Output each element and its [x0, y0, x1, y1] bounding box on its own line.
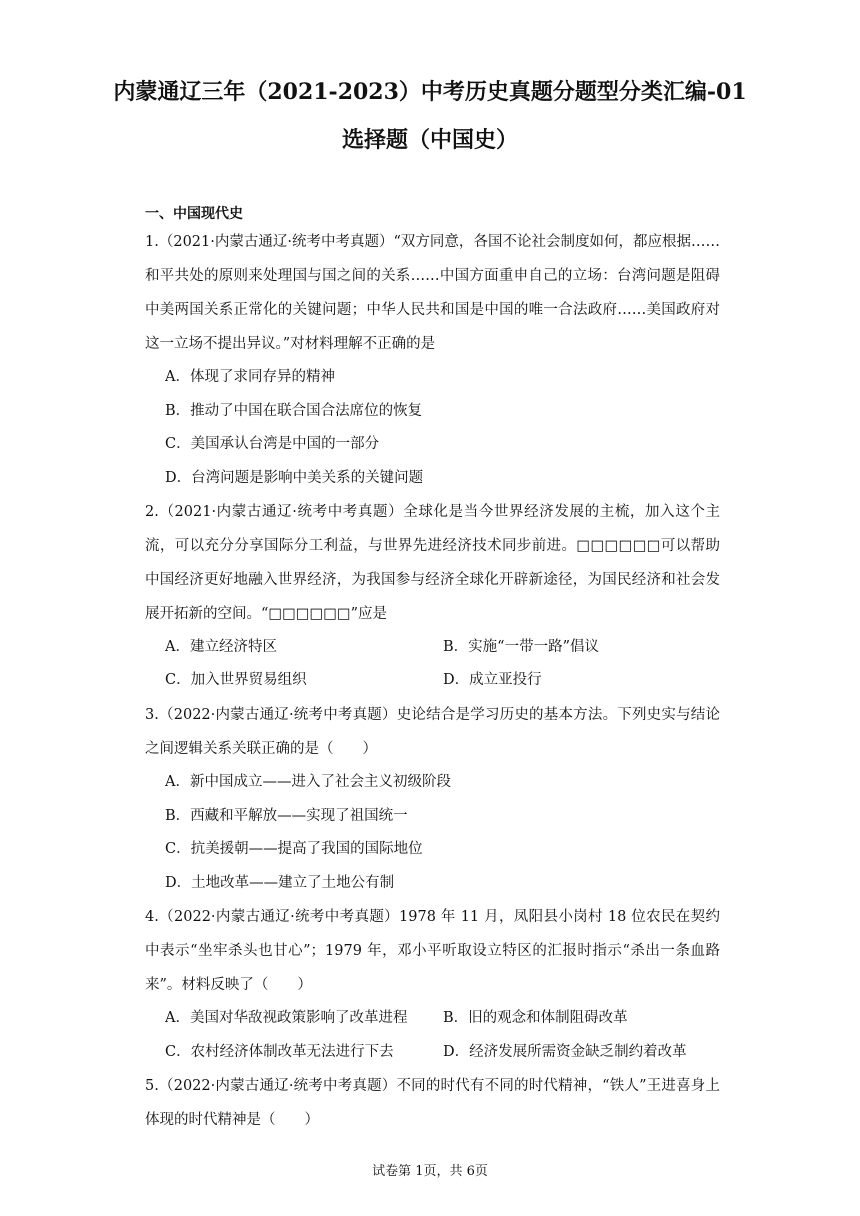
q2-option-d: D．成立亚投行: [443, 672, 542, 688]
q4-option-c: C．农村经济体制改革无法进行下去: [165, 1044, 394, 1060]
question-3: 3.（2022·内蒙古通辽·统考中考真题）史论结合是学习历史的基本方法。下列史实与结论之间逻辑关系关联正确的是（ ）: [145, 707, 720, 757]
q4-option-b: B．旧的观念和体制阻碍改革: [443, 1010, 628, 1026]
q1-option-a: A．体现了求同存异的精神: [165, 369, 335, 385]
document-title: [60, 68, 800, 164]
q1-option-c: C．美国承认台湾是中国的一部分: [165, 436, 380, 452]
title-line-1: 内蒙通辽三年（2021-2023）中考历史真题分题型分类汇编-01: [113, 79, 747, 105]
q4-option-a: A．美国对华敌视政策影响了改革进程: [165, 1010, 408, 1026]
q1-option-d: D．台湾问题是影响中美关系的关键问题: [165, 470, 424, 486]
page-footer: 试卷第 1页，共 6页: [372, 1164, 488, 1179]
q3-option-d: D．土地改革——建立了土地公有制: [165, 875, 395, 891]
question-4: 4.（2022·内蒙古通辽·统考中考真题）1978 年 11 月，凤阳县小岗村 18 位农民在契约中表示“坐牢杀头也甘心”；1979 年，邓小平听取设立特区的汇报时指示“杀出一条血路来”。材料反映了（ ）: [145, 909, 720, 993]
q4-option-d: D．经济发展所需资金缺乏制约着改革: [443, 1044, 687, 1060]
q3-option-c: C．抗美援朝——提高了我国的国际地位: [165, 841, 423, 857]
q3-option-a: A．新中国成立——进入了社会主义初级阶段: [165, 774, 451, 790]
q2-option-c: C．加入世界贸易组织: [165, 672, 307, 688]
q2-option-a: A．建立经济特区: [165, 639, 277, 655]
section-heading: 一、中国现代史: [145, 206, 243, 222]
q2-option-b: B．实施“一带一路”倡议: [443, 639, 599, 655]
question-1: 1.（2021·内蒙古通辽·统考中考真题）“双方同意，各国不论社会制度如何，都应根据……和平共处的原则来处理国与国之间的关系……中国方面重申自己的立场：台湾问题是阻碍中美两国关系正常化的关键问题；中华人民共和国是中国的唯一合法政府……美国政府对这一立场不提出异议。”对材料理解不正确的是: [145, 234, 720, 352]
q3-option-b: B．西藏和平解放——实现了祖国统一: [165, 808, 408, 824]
question-5: 5.（2022·内蒙古通辽·统考中考真题）不同的时代有不同的时代精神，“铁人”王进喜身上体现的时代精神是（ ）: [145, 1078, 720, 1128]
question-2: 2.（2021·内蒙古通辽·统考中考真题）全球化是当今世界经济发展的主梳，加入这个主流，可以充分分享国际分工利益，与世界先进经济技术同步前进。□□□□□□可以帮助中国经济更好地融入世界经济，为我国参与经济全球化开辟新途径，为国民经济和社会发展开拓新的空间。“□□□□□□”应是: [145, 504, 720, 622]
q1-option-b: B．推动了中国在联合国合法席位的恢复: [165, 403, 423, 419]
title-line-2: 选择题（中国史）: [341, 127, 518, 153]
